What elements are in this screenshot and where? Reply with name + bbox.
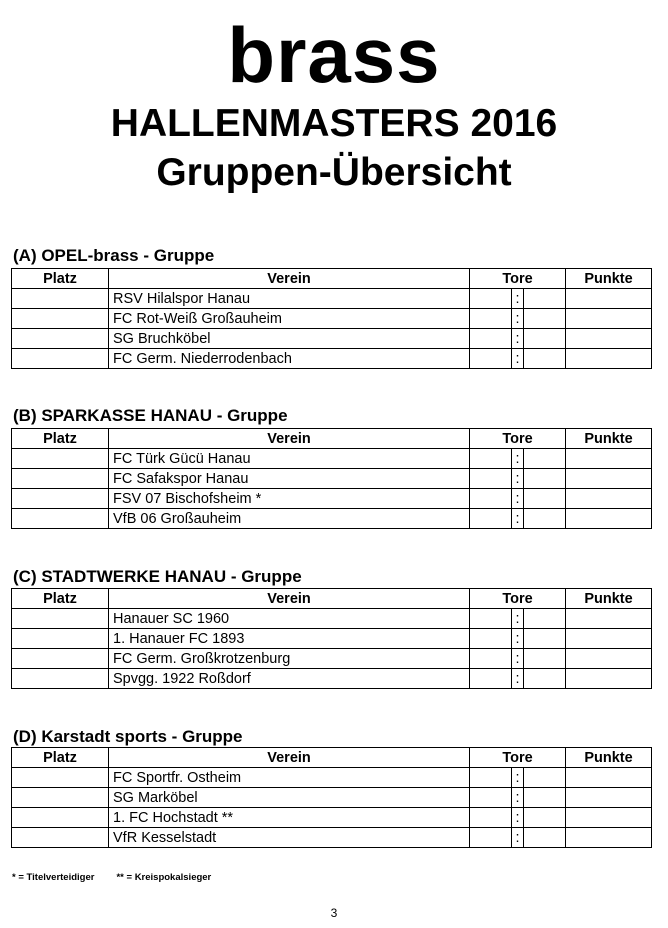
goals-for-cell	[470, 768, 512, 788]
group-a-table	[11, 268, 652, 369]
platz-header: Platz	[12, 269, 109, 289]
table-row	[12, 469, 652, 489]
goals-against-cell	[524, 309, 566, 329]
goals-for-cell	[470, 669, 512, 689]
goal-separator: :	[512, 489, 524, 509]
goal-separator: :	[512, 828, 524, 848]
goal-separator: :	[512, 509, 524, 529]
team-name: 1. FC Hochstadt **	[109, 808, 470, 828]
group-a-title: (A) OPEL-brass - Gruppe	[13, 246, 215, 265]
group-d-title: (D) Karstadt sports - Gruppe	[13, 727, 243, 746]
punkte-header: Punkte	[566, 748, 652, 768]
goals-against-cell	[524, 828, 566, 848]
goals-for-cell	[470, 509, 512, 529]
platz-cell	[12, 309, 109, 329]
points-cell	[566, 629, 652, 649]
platz-cell	[12, 449, 109, 469]
table-row	[12, 828, 652, 848]
event-title: HALLENMASTERS 2016	[110, 102, 558, 145]
goals-for-cell	[470, 629, 512, 649]
goals-against-cell	[524, 768, 566, 788]
platz-cell	[12, 489, 109, 509]
goals-against-cell	[524, 649, 566, 669]
goal-separator: :	[512, 788, 524, 808]
points-cell	[566, 489, 652, 509]
table-row	[12, 329, 652, 349]
table-header-row	[12, 589, 652, 609]
goals-against-cell	[524, 329, 566, 349]
goals-against-cell	[524, 469, 566, 489]
platz-cell	[12, 329, 109, 349]
points-cell	[566, 828, 652, 848]
group-c-title: (C) STADTWERKE HANAU - Gruppe	[13, 567, 302, 586]
platz-cell	[12, 509, 109, 529]
platz-cell	[12, 469, 109, 489]
punkte-header: Punkte	[566, 269, 652, 289]
table-row	[12, 629, 652, 649]
points-cell	[566, 329, 652, 349]
platz-cell	[12, 629, 109, 649]
goal-separator: :	[512, 808, 524, 828]
goal-separator: :	[512, 649, 524, 669]
table-row	[12, 649, 652, 669]
punkte-header: Punkte	[566, 589, 652, 609]
points-cell	[566, 469, 652, 489]
platz-cell	[12, 609, 109, 629]
tore-header: Tore	[470, 429, 566, 449]
goals-for-cell	[470, 329, 512, 349]
team-name: 1. Hanauer FC 1893	[109, 629, 470, 649]
goals-for-cell	[470, 828, 512, 848]
goals-for-cell	[470, 609, 512, 629]
points-cell	[566, 788, 652, 808]
goals-for-cell	[470, 788, 512, 808]
table-row	[12, 289, 652, 309]
goals-for-cell	[470, 309, 512, 329]
platz-cell	[12, 808, 109, 828]
platz-cell	[12, 768, 109, 788]
table-row	[12, 489, 652, 509]
points-cell	[566, 609, 652, 629]
goals-against-cell	[524, 509, 566, 529]
points-cell	[566, 289, 652, 309]
team-name: VfR Kesselstadt	[109, 828, 470, 848]
table-row	[12, 669, 652, 689]
goals-against-cell	[524, 788, 566, 808]
table-row	[12, 309, 652, 329]
goals-for-cell	[470, 808, 512, 828]
platz-cell	[12, 788, 109, 808]
goals-against-cell	[524, 669, 566, 689]
goal-separator: :	[512, 629, 524, 649]
platz-header: Platz	[12, 589, 109, 609]
platz-header: Platz	[12, 748, 109, 768]
group-b-title: (B) SPARKASSE HANAU - Gruppe	[13, 406, 288, 425]
verein-header: Verein	[109, 269, 470, 289]
team-name: FC Germ. Großkrotzenburg	[109, 649, 470, 669]
points-cell	[566, 309, 652, 329]
goals-against-cell	[524, 449, 566, 469]
platz-cell	[12, 349, 109, 369]
points-cell	[566, 449, 652, 469]
goal-separator: :	[512, 289, 524, 309]
goal-separator: :	[512, 449, 524, 469]
team-name: FC Safakspor Hanau	[109, 469, 470, 489]
goal-separator: :	[512, 349, 524, 369]
verein-header: Verein	[109, 748, 470, 768]
goals-against-cell	[524, 629, 566, 649]
goals-for-cell	[470, 469, 512, 489]
footnote	[12, 872, 211, 883]
group-d-table	[11, 747, 652, 848]
table-row	[12, 349, 652, 369]
goal-separator: :	[512, 329, 524, 349]
goals-against-cell	[524, 489, 566, 509]
points-cell	[566, 349, 652, 369]
group-c-table	[11, 588, 652, 689]
verein-header: Verein	[109, 589, 470, 609]
points-cell	[566, 649, 652, 669]
goals-against-cell	[524, 808, 566, 828]
tore-header: Tore	[470, 269, 566, 289]
platz-header: Platz	[12, 429, 109, 449]
team-name: FC Germ. Niederrodenbach	[109, 349, 470, 369]
tore-header: Tore	[470, 589, 566, 609]
platz-cell	[12, 649, 109, 669]
goals-for-cell	[470, 449, 512, 469]
brand-title: brass	[227, 11, 441, 99]
team-name: FC Sportfr. Ostheim	[109, 768, 470, 788]
goal-separator: :	[512, 469, 524, 489]
goals-for-cell	[470, 649, 512, 669]
goals-for-cell	[470, 289, 512, 309]
team-name: FSV 07 Bischofsheim *	[109, 489, 470, 509]
page-subtitle: Gruppen-Übersicht	[156, 151, 512, 194]
goals-against-cell	[524, 289, 566, 309]
goal-separator: :	[512, 609, 524, 629]
group-b-table	[11, 428, 652, 529]
team-name: Hanauer SC 1960	[109, 609, 470, 629]
page-number: 3	[330, 906, 338, 920]
goal-separator: :	[512, 669, 524, 689]
team-name: RSV Hilalspor Hanau	[109, 289, 470, 309]
platz-cell	[12, 289, 109, 309]
points-cell	[566, 768, 652, 788]
goals-for-cell	[470, 489, 512, 509]
platz-cell	[12, 669, 109, 689]
table-row	[12, 768, 652, 788]
footnote-cup-winner: ** = Kreispokalsieger	[116, 872, 212, 883]
table-row	[12, 808, 652, 828]
team-name: VfB 06 Großauheim	[109, 509, 470, 529]
footnote-title-holder: * = Titelverteidiger	[12, 872, 95, 883]
goals-against-cell	[524, 349, 566, 369]
table-header-row	[12, 269, 652, 289]
tore-header: Tore	[470, 748, 566, 768]
team-name: SG Bruchköbel	[109, 329, 470, 349]
table-row	[12, 449, 652, 469]
platz-cell	[12, 828, 109, 848]
table-row	[12, 609, 652, 629]
team-name: SG Marköbel	[109, 788, 470, 808]
team-name: FC Rot-Weiß Großauheim	[109, 309, 470, 329]
table-row	[12, 788, 652, 808]
punkte-header: Punkte	[566, 429, 652, 449]
goals-for-cell	[470, 349, 512, 369]
goals-against-cell	[524, 609, 566, 629]
table-row	[12, 509, 652, 529]
points-cell	[566, 808, 652, 828]
table-header-row	[12, 429, 652, 449]
team-name: Spvgg. 1922 Roßdorf	[109, 669, 470, 689]
team-name: FC Türk Gücü Hanau	[109, 449, 470, 469]
verein-header: Verein	[109, 429, 470, 449]
goal-separator: :	[512, 768, 524, 788]
table-header-row	[12, 748, 652, 768]
points-cell	[566, 509, 652, 529]
goal-separator: :	[512, 309, 524, 329]
points-cell	[566, 669, 652, 689]
